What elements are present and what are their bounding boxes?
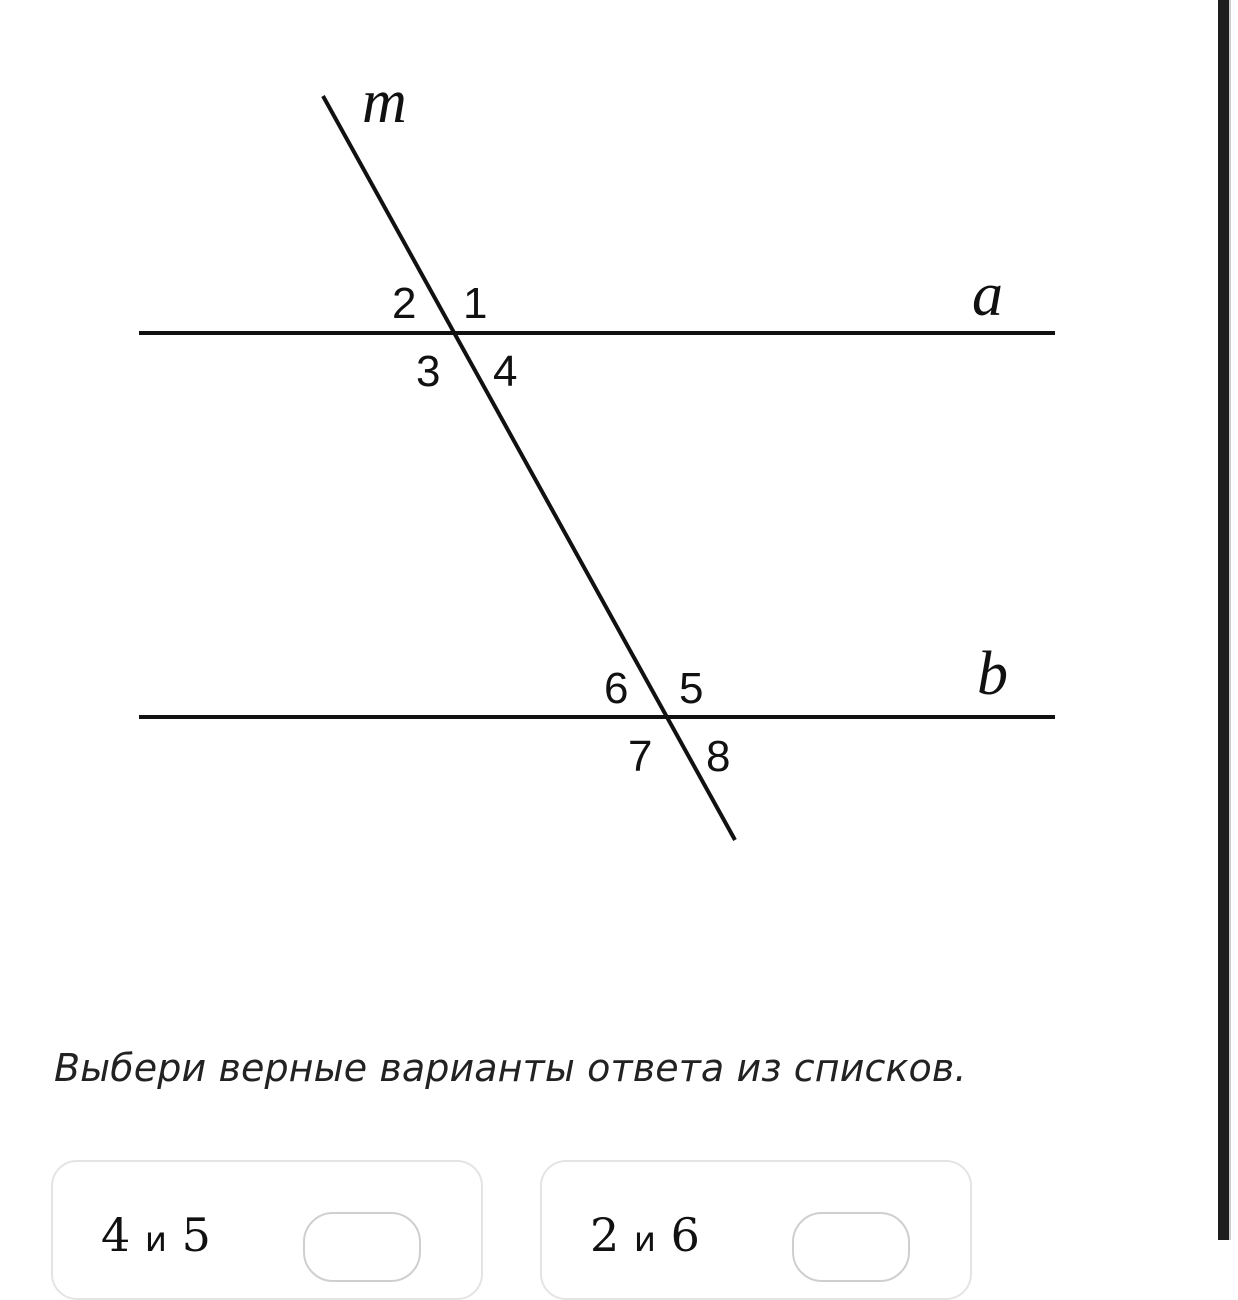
label-b: b bbox=[977, 640, 1008, 708]
option-2-select[interactable] bbox=[792, 1212, 910, 1282]
option-1-first: 4 bbox=[101, 1208, 131, 1262]
angle-label-6: 6 bbox=[604, 664, 629, 713]
angle-label-8: 8 bbox=[706, 732, 731, 781]
option-card-2 bbox=[540, 1160, 972, 1300]
option-2-text bbox=[590, 1208, 700, 1262]
option-2-second: 6 bbox=[670, 1208, 700, 1262]
option-1-text bbox=[101, 1208, 211, 1262]
option-card-1 bbox=[51, 1160, 483, 1300]
angle-label-1: 1 bbox=[463, 279, 488, 328]
option-1-conj: и bbox=[144, 1220, 168, 1260]
angle-label-2: 2 bbox=[392, 279, 417, 328]
option-1-second: 5 bbox=[181, 1208, 211, 1262]
option-2-first: 2 bbox=[590, 1208, 620, 1262]
label-a: a bbox=[972, 261, 1003, 329]
option-2-conj: и bbox=[633, 1220, 657, 1260]
instruction-text: Выбери верные варианты ответа из списков. bbox=[54, 1046, 967, 1090]
line-m bbox=[323, 96, 735, 840]
angle-label-5: 5 bbox=[679, 664, 704, 713]
angle-label-4: 4 bbox=[493, 347, 518, 396]
label-m: m bbox=[362, 68, 407, 136]
angle-label-3: 3 bbox=[416, 347, 441, 396]
angle-label-7: 7 bbox=[628, 732, 653, 781]
option-1-select[interactable] bbox=[303, 1212, 421, 1282]
